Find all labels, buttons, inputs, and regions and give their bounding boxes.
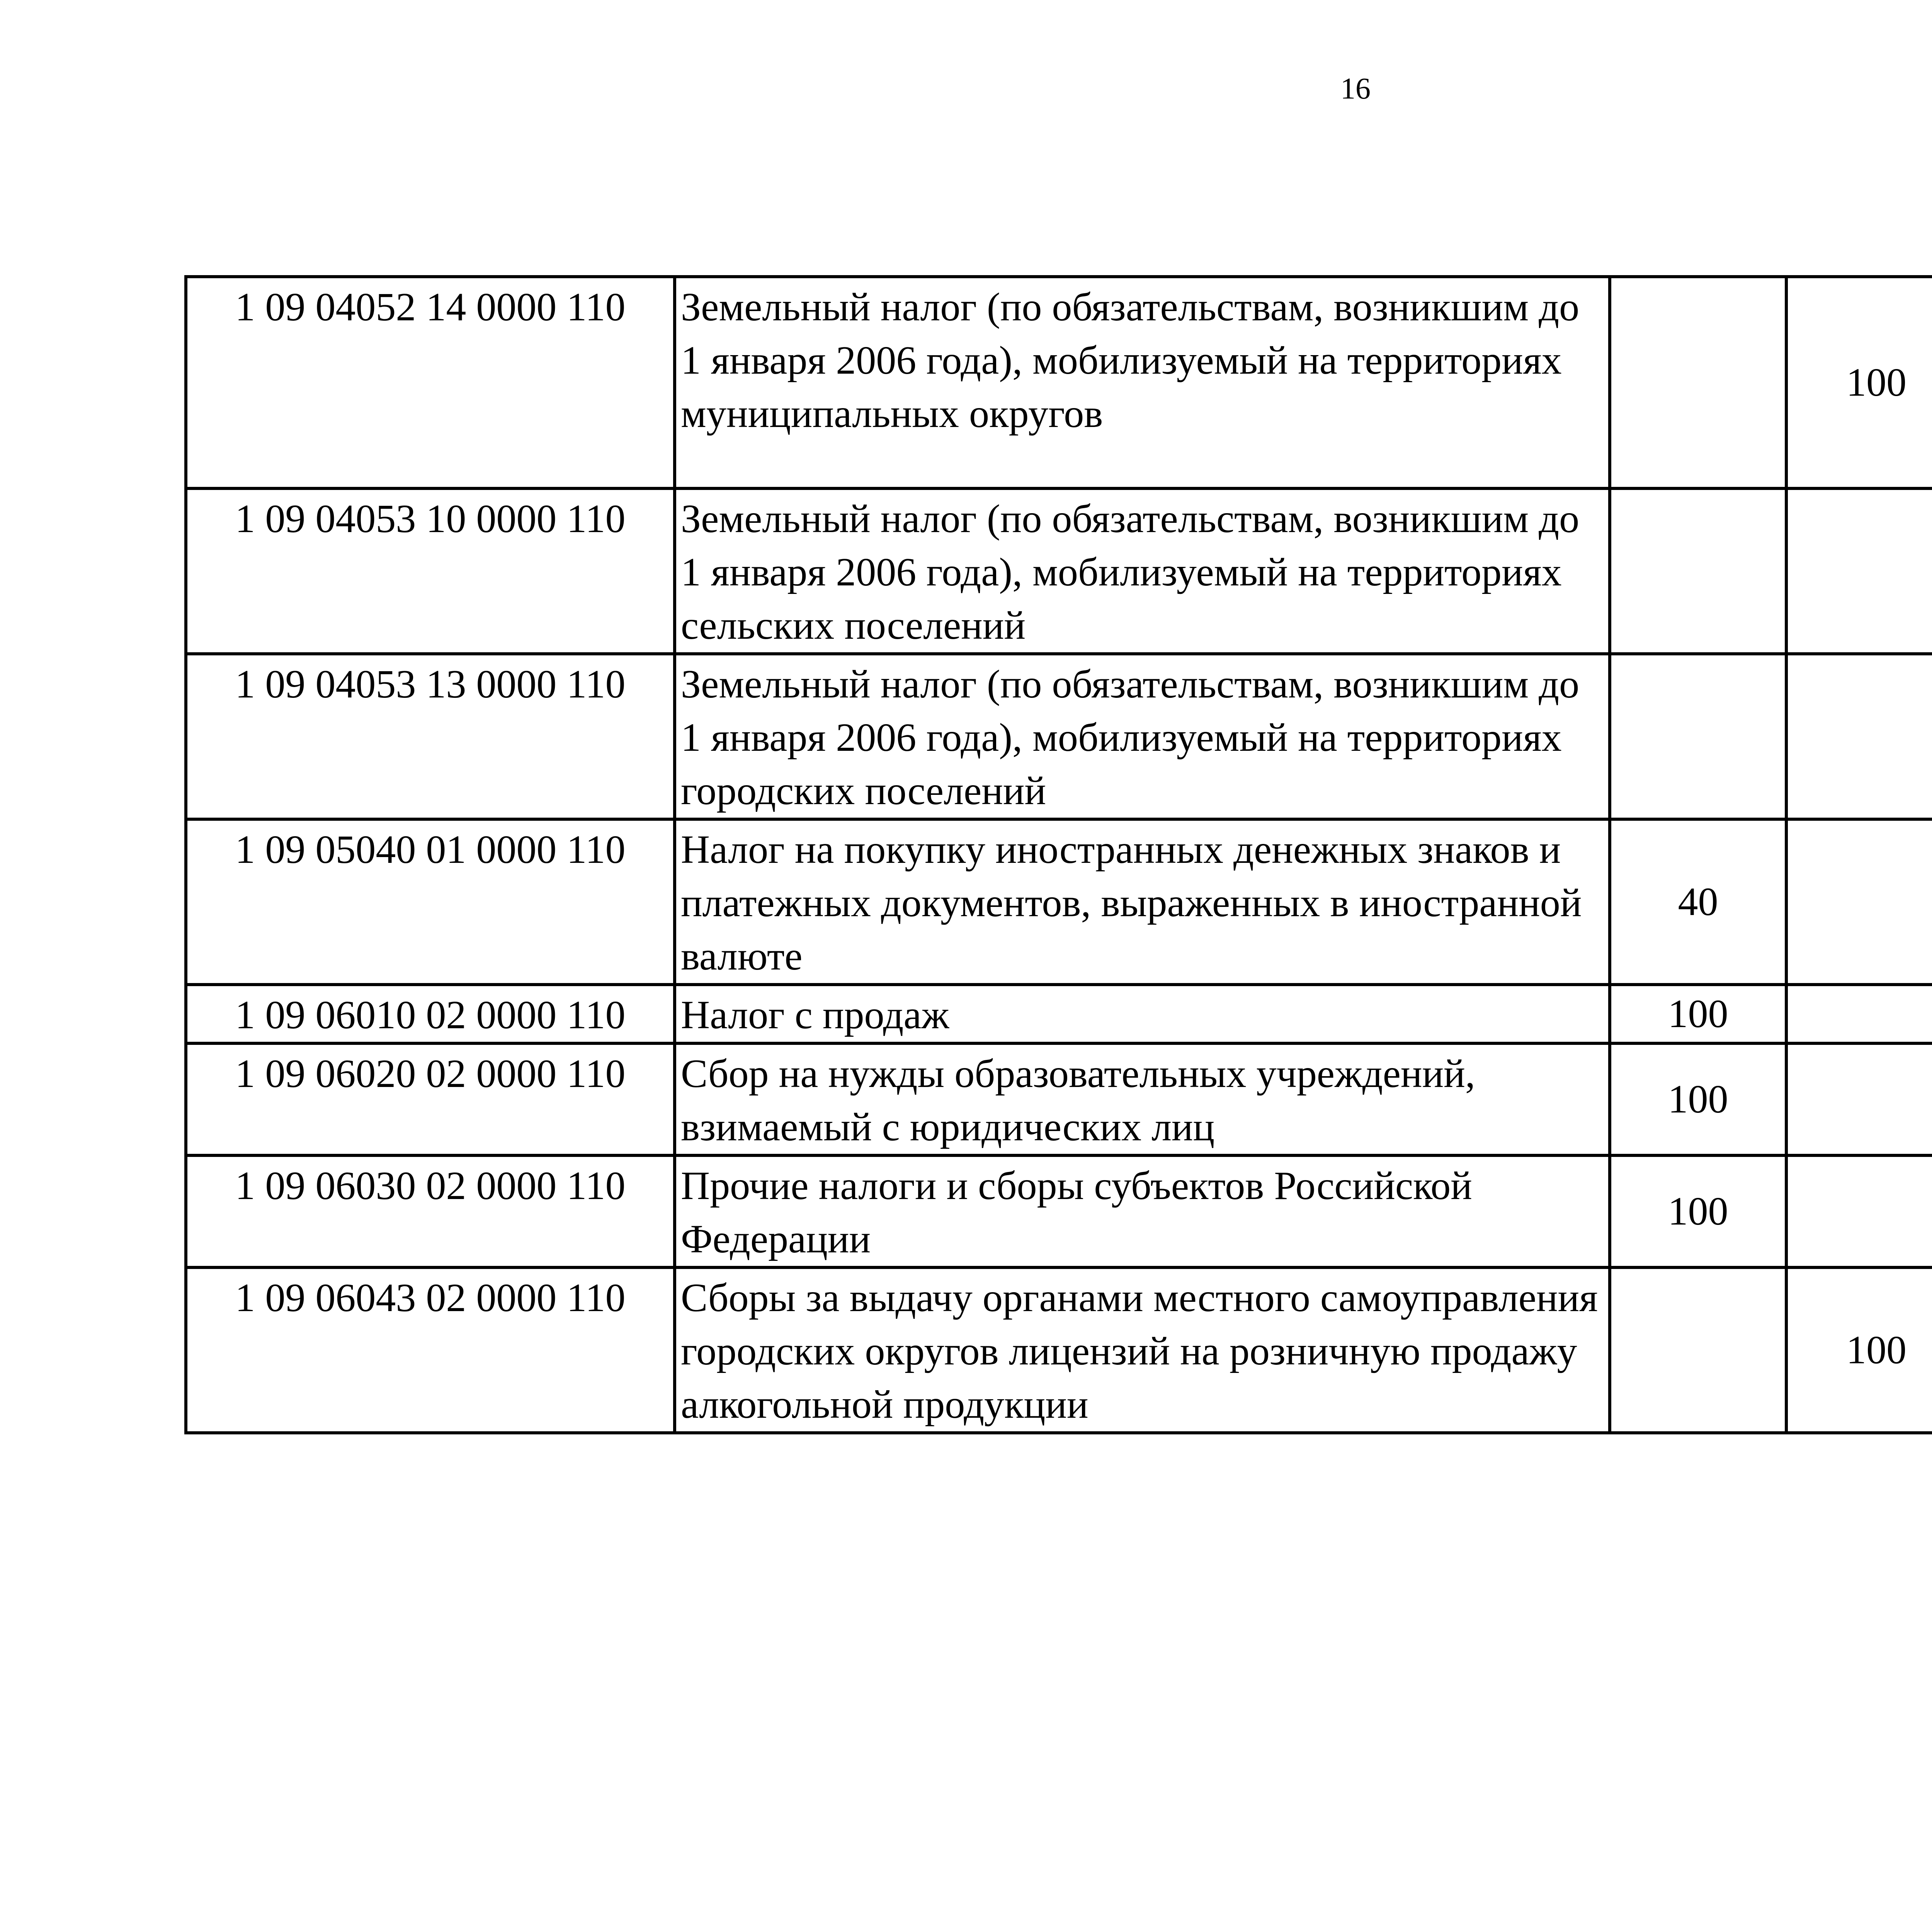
table-row [186, 1155, 1932, 1267]
revenue-code: 1 09 04052 14 0000 110 [186, 277, 675, 488]
value-cell [1610, 488, 1786, 654]
value-cell: 40 [1610, 819, 1786, 985]
revenue-name: Прочие налоги и сборы субъектов Российской Федерации [675, 1155, 1610, 1267]
table-row [186, 985, 1932, 1043]
table-row [186, 1267, 1932, 1433]
value-cell [1786, 654, 1932, 819]
value-cell [1610, 277, 1786, 488]
table-row [186, 277, 1932, 488]
table-row [186, 654, 1932, 819]
revenue-name: Налог с продаж [675, 985, 1610, 1043]
revenue-code: 1 09 06043 02 0000 110 [186, 1267, 675, 1433]
revenue-code: 1 09 06030 02 0000 110 [186, 1155, 675, 1267]
revenue-code: 1 09 06010 02 0000 110 [186, 985, 675, 1043]
revenue-name: Земельный налог (по обязательствам, возникшим до 1 января 2006 года), мобилизуемый на территориях муниципальных округов [675, 277, 1610, 488]
table-row [186, 819, 1932, 985]
revenue-code: 1 09 05040 01 0000 110 [186, 819, 675, 985]
value-cell [1786, 1043, 1932, 1155]
revenue-code: 1 09 06020 02 0000 110 [186, 1043, 675, 1155]
value-cell [1786, 819, 1932, 985]
revenue-name: Налог на покупку иностранных денежных знаков и платежных документов, выраженных в иностранной валюте [675, 819, 1610, 985]
revenue-name: Сборы за выдачу органами местного самоуправления городских округов лицензий на розничную продажу алкогольной продукции [675, 1267, 1610, 1433]
table-row [186, 1043, 1932, 1155]
revenue-code: 1 09 04053 10 0000 110 [186, 488, 675, 654]
value-cell: 100 [1610, 1043, 1786, 1155]
revenue-name: Сбор на нужды образовательных учреждений, взимаемый с юридических лиц [675, 1043, 1610, 1155]
value-cell: 100 [1786, 1267, 1932, 1433]
revenue-name: Земельный налог (по обязательствам, возникшим до 1 января 2006 года), мобилизуемый на территориях сельских поселений [675, 488, 1610, 654]
value-cell [1786, 488, 1932, 654]
value-cell [1786, 1155, 1932, 1267]
table-row [186, 488, 1932, 654]
value-cell [1610, 1267, 1786, 1433]
value-cell: 100 [1786, 277, 1932, 488]
page-number: 16 [1340, 71, 1371, 105]
value-cell [1610, 654, 1786, 819]
budget-revenue-table [184, 275, 1932, 1434]
value-cell: 100 [1610, 985, 1786, 1043]
revenue-code: 1 09 04053 13 0000 110 [186, 654, 675, 819]
value-cell [1786, 985, 1932, 1043]
value-cell: 100 [1610, 1155, 1786, 1267]
revenue-name: Земельный налог (по обязательствам, возникшим до 1 января 2006 года), мобилизуемый на территориях городских поселений [675, 654, 1610, 819]
